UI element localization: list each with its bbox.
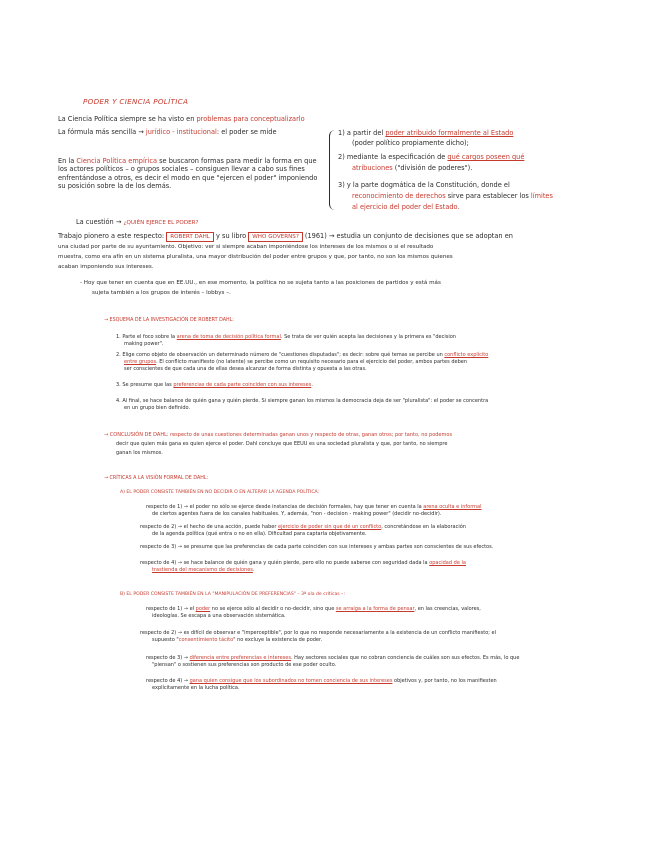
cuestion-line: La cuestión → ¿QUIÉN EJERCE EL PODER? — [76, 218, 199, 226]
conclusion-line-1: → CONCLUSIÓN DE DAHL: respecto de unas cuestiones determinadas ganan unos y respecto de otras, ganan otros; por tanto, no podemos — [104, 432, 453, 438]
criticas-heading: → CRÍTICAS A LA VISIÓN FORMAL DE DAHL: — [104, 476, 209, 481]
esquema-heading: → ESQUEMA DE LA INVESTIGACIÓN DE ROBERT DAHL: — [104, 318, 234, 323]
list-item-2-cont: atribuciones ("división de poderes"). — [352, 164, 473, 172]
criticas-a4: respecto de 4) → se hace balance de quién gana y quién pierde, pero ello no puede saberse con seguridad dada la opacidad de la — [140, 560, 466, 566]
criticas-b1-cont: ideologías. Se escapa a una observación sistemática. — [152, 613, 286, 619]
esquema-p3: 3. Se presume que las preferencias de cada parte coinciden con sus intereses. — [116, 382, 313, 388]
list-item-3-cont: reconocimiento de derechos sirve para establecer los límites — [352, 192, 553, 200]
esquema-p1: 1. Parte el foco sobre la arena de toma de decisión política formal. Se trata de ver quién acepta las decisiones y la primera es "decision — [116, 334, 456, 340]
criticas-b4-cont: explícitamente en la lucha política. — [152, 685, 240, 691]
criticas-b1: respecto de 1) → el poder no se ejerce sólo al decidir o no-decidir, sino que se arraiga a la forma de pensar, en las creencias, valores, — [146, 606, 481, 612]
esquema-p2-cont: entre grupos. El conflicto manifiesto (no latente) se percibe como un requisito necesario para el ejercicio del poder, ambos partes deben — [124, 359, 467, 365]
criticas-b2: respecto de 2) → es difícil de observar e "imperceptible", por lo que no responde necesariamente a la existencia de un conflicto manifiesto; el — [140, 630, 496, 636]
esquema-p4: 4. Al final, se hace balance de quién gana y quién pierde. Si siempre ganan los mismos la democracia deja de ser "pluralista": el poder se concentra — [116, 398, 489, 404]
criticas-a2-cont: de la agenda política (qué entra o no en ella). Dificultad para captarla objetivamente. — [152, 531, 367, 537]
criticas-a4-cont: trastienda del mecanismo de decisiones. — [152, 567, 255, 573]
esquema-p2: 2. Elige como objeto de observación un determinado número de "cuestiones disputadas"; es decir: sobre qué temas se percibe un conflicto explícito — [116, 352, 489, 358]
intro-line-2: La fórmula más sencilla → jurídico - institucional: el poder se mide — [58, 128, 277, 136]
brace — [329, 130, 336, 210]
criticas-a1-cont: de ciertos agentes fuera de los canales habituales. Y, además, "non - decision - making power" (decidir no-decidir). — [152, 511, 442, 517]
criticas-b4: respecto de 4) → gana quien consigue que los subordinados no tomen conciencia de sus intereses objetivos y, por tanto, no los manifiesten — [146, 678, 497, 684]
criticas-b2-cont: supuesto "consentimiento tácito" no excluye la existencia de poder. — [152, 637, 323, 643]
intro-line-1: La Ciencia Política siempre se ha visto en problemas para conceptualizarlo — [58, 115, 305, 123]
criticas-b3: respecto de 3) → diferencia entre preferencias e intereses. Hay sectores sociales que no cobran conciencia de cuáles son sus efectos. Es más, lo que — [146, 655, 520, 661]
page-title: PODER Y CIENCIA POLÍTICA — [83, 97, 189, 106]
eeuu-line-2: sujeta también a los grupos de interés – lobbys –. — [92, 290, 231, 296]
dahl-line-2: una ciudad por parte de su ayuntamiento. Objetivo: ver si siempre acaban imponiéndose los intereses de los mismos o si el resultado — [58, 244, 434, 250]
conclusion-line-2: decir que quien más gana es quien ejerce el poder. Dahl concluye que EEUU es una sociedad pluralista y que, por tanto, no siempre — [116, 441, 448, 447]
eeuu-line-1: - Hoy que tener en cuenta que en EE.UU., en ese momento, la política no se sujeta tanto a las posiciones de partidos y está más — [80, 280, 441, 286]
list-item-2: 2) mediante la especificación de qué cargos poseen qué — [338, 153, 525, 161]
criticas-a1: respecto de 1) → el poder no sólo se ejerce desde instancias de decisión formales, hay que tener en cuenta la arena oculta e informal — [146, 504, 482, 510]
esquema-p4-cont: en un grupo bien definido. — [124, 405, 191, 411]
list-item-3: 3) y la parte dogmática de la Constitución, donde el — [338, 181, 510, 189]
empirica-paragraph: En la Ciencia Política empírica se buscaron formas para medir la forma en que los actores políticos – o grupos sociales – consiguen llevar a cabo sus fines enfrentándose a otros, es decir el modo en que "ejercen el poder" imponiendo su posición sobre la de los demás. — [58, 157, 318, 191]
conclusion-line-3: ganan los mismos. — [116, 450, 163, 456]
criticas-a3: respecto de 3) → se presume que las preferencias de cada parte coinciden con sus intereses y ambas partes son conscientes de sus efectos. — [140, 544, 494, 550]
list-item-1-cont: (poder político propiamente dicho); — [352, 139, 469, 147]
dahl-line-3: muestra, como era afín en un sistema pluralista, una mayor distribución del poder entre grupos y que, por tanto, no son los mismos quienes — [58, 254, 453, 260]
list-item-3-cont2: al ejercicio del poder del Estado. — [352, 203, 460, 211]
list-item-1: 1) a partir del poder atribuido formalmente al Estado — [338, 129, 514, 137]
criticas-b3-cont: "piensan" o sostienen sus preferencias son producto de ese poder oculto. — [152, 662, 337, 668]
esquema-p2-cont2: ser conscientes de que cada una de ellas desea alcanzar de forma distinta y opuesta a las otras. — [124, 366, 367, 372]
esquema-p1-cont: making power". — [124, 341, 164, 347]
criticas-a2: respecto de 2) → el hecho de una acción, puede haber ejercicio de poder sin que dé un conflicto, concretándose en la elaboración — [140, 524, 466, 530]
criticas-a-heading: A) EL PODER CONSISTE TAMBIÉN EN NO DECIDIR O EN ALTERAR LA AGENDA POLÍTICA: — [120, 490, 320, 495]
criticas-b-heading: B) EL PODER CONSISTE TAMBIÉN EN LA "MANIPULACIÓN DE PREFERENCIAS" – 3ª ola de críticas –: — [120, 592, 345, 597]
dahl-line-1: Trabajo pionero a este respecto: ROBERT DAHL y su libro WHO GOVERNS? (1961) → estudia un conjunto de decisiones que se adoptan en — [58, 232, 513, 240]
dahl-line-4: acaban imponiendo sus intereses. — [58, 264, 154, 270]
